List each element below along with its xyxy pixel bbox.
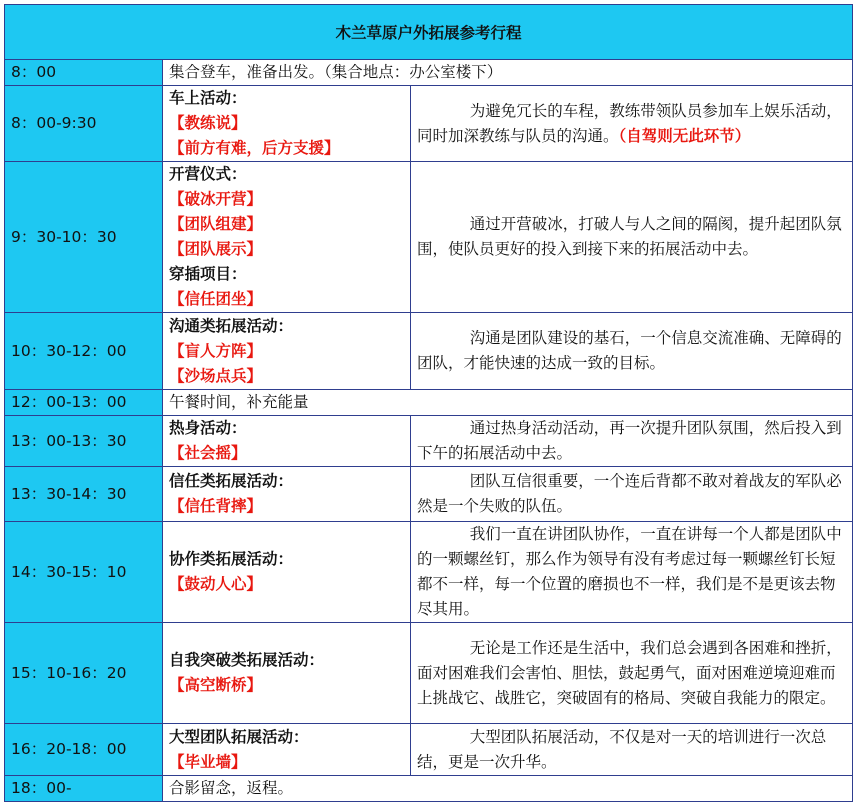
time-cell: 9：30-10：30 [5, 162, 163, 313]
time-cell: 10：30-12：00 [5, 313, 163, 390]
activity-item: 【盲人方阵】 [169, 341, 263, 360]
activity-item: 【破冰开营】 [169, 190, 263, 208]
description-text: 沟通是团队建设的基石，一个信息交流准确、无障碍的团队，才能快速的达成一致的目标。 [417, 329, 842, 372]
activity-item: 【信任背摔】 [169, 497, 263, 515]
time-cell: 8：00 [5, 60, 163, 86]
description-cell [411, 162, 853, 313]
table-row [5, 467, 853, 522]
activity-heading: 热身活动： [169, 419, 247, 437]
table-row [5, 416, 853, 467]
time-cell: 8：00-9:30 [5, 86, 163, 162]
table-row [5, 390, 853, 416]
activity-item: 【教练说】 [169, 114, 247, 132]
description-text: 大型团队拓展活动，不仅是对一天的培训进行一次总结，更是一次升华。 [417, 727, 827, 771]
merged-cell: 合影留念，返程。 [163, 776, 853, 802]
activity-cell [163, 623, 411, 724]
description-cell [411, 313, 853, 390]
table-row [5, 623, 853, 724]
description-text: 我们一直在讲团队协作，一直在讲每一个人都是团队中的一颗螺丝钉，那么作为领导有没有考虑过每一颗螺丝钉长短都不一样，每一个位置的磨损也不一样，我们是不是更该去物尽其用。 [417, 525, 842, 618]
activity-heading: 车上活动： [169, 89, 247, 107]
merged-cell: 集合登车，准备出发。（集合地点：办公室楼下） [163, 60, 853, 86]
description-cell [411, 623, 853, 724]
description-cell [411, 467, 853, 522]
activity-cell [163, 86, 411, 162]
time-cell: 13：30-14：30 [5, 467, 163, 522]
time-cell: 16：20-18：00 [5, 724, 163, 776]
activity-cell [163, 522, 411, 623]
time-cell: 14：30-15：10 [5, 522, 163, 623]
activity-item: 【毕业墙】 [169, 752, 247, 771]
activity-item: 【信任团坐】 [169, 290, 263, 308]
page-title: 木兰草原户外拓展参考行程 [5, 5, 853, 60]
time-cell: 13：00-13：30 [5, 416, 163, 467]
activity-item: 【团队展示】 [169, 240, 263, 258]
activity-heading: 开营仪式： [169, 165, 247, 183]
itinerary-table [4, 4, 853, 802]
description-note: （自驾则无此环节） [618, 126, 751, 145]
activity-item: 【沙场点兵】 [169, 366, 263, 385]
activity-heading: 大型团队拓展活动： [169, 727, 309, 746]
description-cell [411, 724, 853, 776]
activity-heading: 穿插项目： [169, 265, 247, 283]
table-row [5, 162, 853, 313]
description-text: 无论是工作还是生活中，我们总会遇到各困难和挫折，面对困难我们会害怕、胆怯，鼓起勇气，面对困难逆境迎难而上挑战它、战胜它，突破固有的格局、突破自我能力的限定。 [417, 638, 842, 707]
title-row [5, 5, 853, 60]
activity-cell [163, 162, 411, 313]
activity-item: 【鼓动人心】 [169, 575, 263, 593]
activity-heading: 沟通类拓展活动： [169, 316, 294, 335]
table-row [5, 724, 853, 776]
activity-cell [163, 467, 411, 522]
description-text: 通过热身活动活动，再一次提升团队氛围，然后投入到下午的拓展活动中去。 [417, 419, 842, 462]
table-row [5, 313, 853, 390]
activity-item: 【团队组建】 [169, 215, 263, 233]
description-text: 团队互信很重要，一个连后背都不敢对着战友的军队必然是一个失败的队伍。 [417, 472, 842, 515]
time-cell: 12：00-13：00 [5, 390, 163, 416]
activity-item: 【社会摇】 [169, 444, 247, 462]
activity-cell [163, 724, 411, 776]
table-row [5, 60, 853, 86]
activity-item: 【高空断桥】 [169, 676, 263, 694]
activity-cell [163, 416, 411, 467]
time-cell: 18：00- [5, 776, 163, 802]
merged-cell: 午餐时间，补充能量 [163, 390, 853, 416]
activity-heading: 信任类拓展活动： [169, 472, 294, 490]
activity-cell [163, 313, 411, 390]
activity-item: 【前方有难，后方支援】 [169, 139, 340, 157]
activity-heading: 协作类拓展活动： [169, 550, 294, 568]
description-cell [411, 522, 853, 623]
time-cell: 15：10-16：20 [5, 623, 163, 724]
description-cell [411, 86, 853, 162]
table-row [5, 776, 853, 802]
description-cell [411, 416, 853, 467]
description-text: 为避免冗长的车程，教练带领队员参加车上娱乐活动，同时加深教练与队员的沟通。 [417, 101, 842, 145]
table-row [5, 522, 853, 623]
table-row [5, 86, 853, 162]
description-text: 通过开营破冰，打破人与人之间的隔阂，提升起团队氛围，使队员更好的投入到接下来的拓展活动中去。 [417, 215, 842, 258]
activity-heading: 自我突破类拓展活动： [169, 651, 325, 669]
